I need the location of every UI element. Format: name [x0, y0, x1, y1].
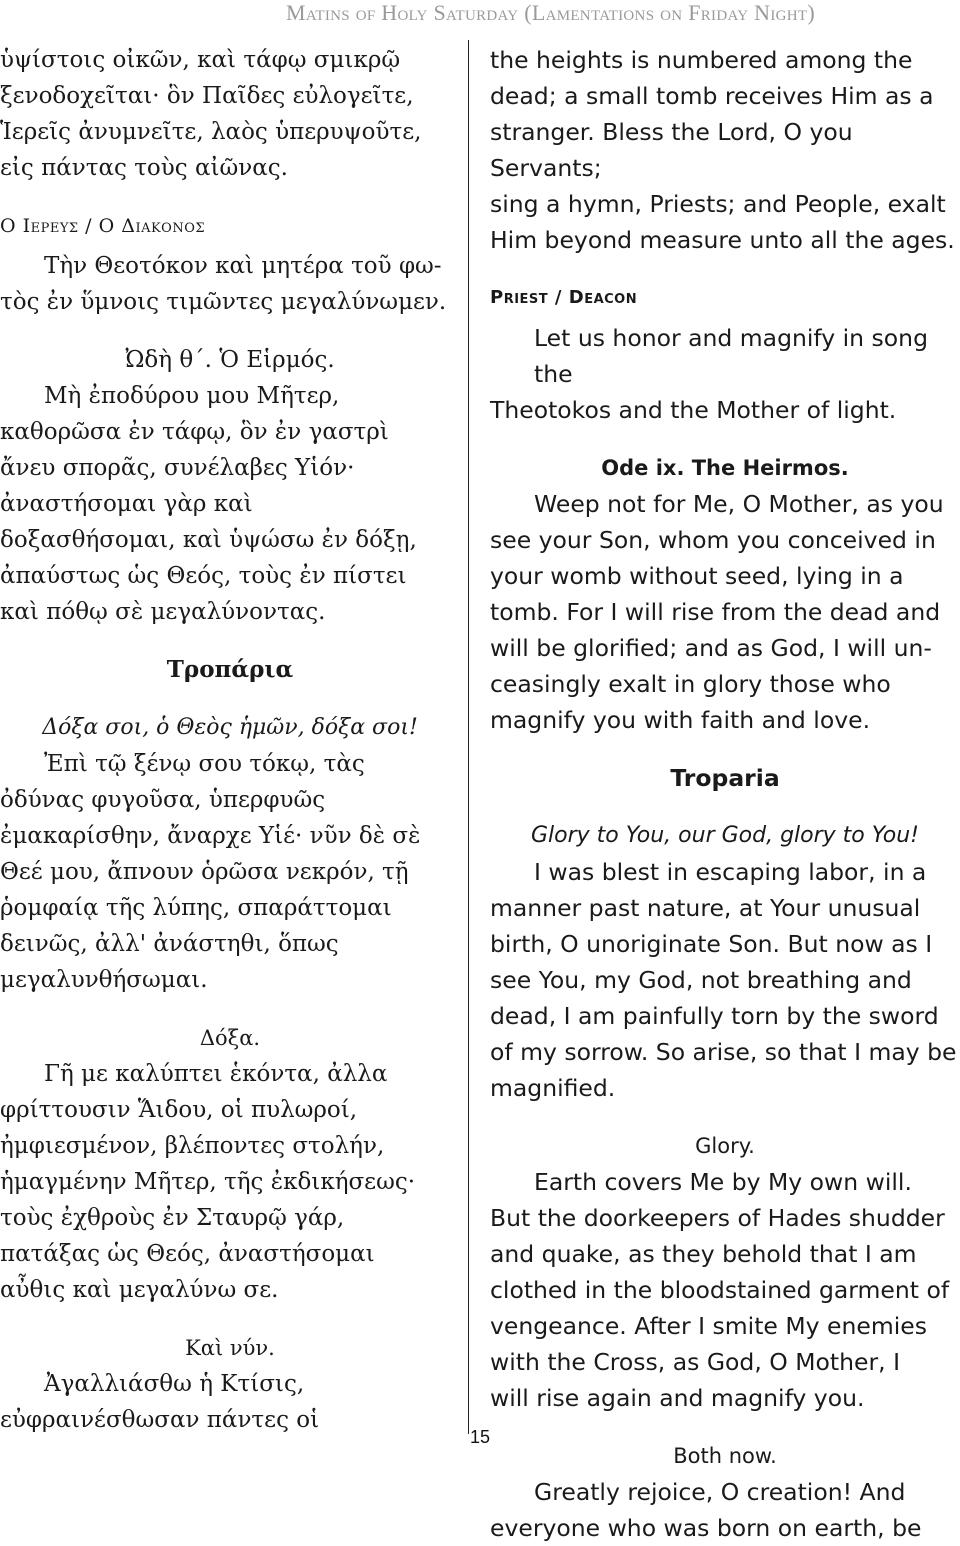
english-both-now: Both now.	[673, 1444, 777, 1468]
english-heirmos	[490, 486, 960, 738]
english-troparion-2	[490, 1164, 960, 1416]
greek-line: Τὴν Θεοτόκον καὶ μητέρα τοῦ φω-	[44, 253, 442, 279]
greek-line: εὐφραινέσθωσαν πάντες οἱ	[0, 1407, 320, 1433]
english-line: will rise again and magnify you.	[490, 1384, 865, 1412]
greek-line: καθορῶσα ἐν τάφῳ, ὃν ἐν γαστρὶ	[0, 419, 389, 445]
greek-refrain: Δόξα σοι, ὁ Θεὸς ἡμῶν, δόξα σοι!	[42, 715, 418, 740]
english-line: I was blest in escaping labor, in a	[534, 858, 927, 886]
english-troparion-1	[490, 854, 960, 1106]
english-theotokion	[490, 1474, 960, 1546]
english-line: vengeance. After I smite My enemies	[490, 1312, 927, 1340]
english-line: your womb without seed, lying in a	[490, 562, 904, 590]
greek-line: Θεέ μου, ἄπνουν ὁρῶσα νεκρόν, τῇ	[0, 859, 409, 885]
english-line: sing a hymn, Priests; and People, exalt	[490, 190, 946, 218]
english-line: ceasingly exalt in glory those who	[490, 670, 891, 698]
greek-glory: Δόξα.	[199, 1026, 261, 1050]
english-ode-heading: Ode ix. The Heirmos.	[601, 456, 849, 480]
english-line: tomb. For I will rise from the dead and	[490, 598, 941, 626]
greek-line: ἄνευ σπορᾶς, συνέλαβες Υἱόν·	[0, 455, 355, 481]
english-priest-label: Priest / Deacon	[490, 287, 638, 308]
greek-priest-label: Ο Ιερευς / Ο Διακονος	[0, 215, 206, 237]
english-line: see your Son, whom you conceived in	[490, 526, 936, 554]
greek-line: ἀπαύστως ὡς Θεός, τοὺς ἐν πίστει	[0, 563, 407, 589]
greek-line: Ἐπὶ τῷ ξένῳ σου τόκῳ, τὰς	[44, 751, 365, 777]
english-line: everyone who was born on earth, be	[490, 1514, 922, 1542]
greek-heirmos	[0, 378, 460, 630]
english-line: Let us honor and magnify in song the	[534, 324, 928, 388]
greek-line: εἰς πάντας τοὺς αἰῶνας.	[0, 155, 288, 181]
running-head: Matins of Holy Saturday (Lamentations on Friday Night)	[286, 0, 815, 25]
english-priest-block	[490, 280, 960, 428]
greek-line: ἡμαγμένην Μῆτερ, τῆς ἐκδικήσεως·	[0, 1169, 416, 1195]
english-line: the heights is numbered among the	[490, 46, 913, 74]
greek-line: πατάξας ὡς Θεός, ἀναστήσομαι	[0, 1241, 375, 1267]
greek-line: τοὺς ἐχθροὺς ἐν Σταυρῷ γάρ,	[0, 1205, 345, 1231]
english-line: Him beyond measure unto all the ages.	[490, 226, 955, 254]
greek-line: ῥομφαίᾳ τῆς λύπης, σπαράττομαι	[0, 895, 392, 921]
greek-line: τὸς ἐν ὕμνοις τιμῶντες μεγαλύνωμεν.	[0, 289, 447, 315]
page-number: 15	[469, 1427, 491, 1447]
english-line: dead; a small tomb receives Him as a	[490, 82, 934, 110]
english-line: birth, O unoriginate Son. But now as I	[490, 930, 933, 958]
greek-line: ἀναστήσομαι γὰρ καὶ	[0, 491, 253, 517]
greek-line: Ἱερεῖς ἀνυμνεῖτε, λαὸς ὑπερυψοῦτε,	[0, 119, 422, 145]
greek-line: ἠμφιεσμένον, βλέποντες στολήν,	[0, 1133, 385, 1159]
english-column	[490, 42, 960, 1546]
english-line: with the Cross, as God, O Mother, I	[490, 1348, 900, 1376]
greek-line: Μὴ ἐποδύρου μου Μῆτερ,	[44, 383, 340, 409]
english-line: stranger. Bless the Lord, O you Servants;	[490, 118, 853, 182]
english-line: see You, my God, not breathing and	[490, 966, 912, 994]
greek-troparion-1	[0, 746, 460, 998]
greek-line: ἐμακαρίσθην, ἄναρχε Υἱέ· νῦν δὲ σὲ	[0, 823, 421, 849]
column-divider	[468, 40, 469, 1434]
greek-line: αὖθις καὶ μεγαλύνω σε.	[0, 1277, 279, 1303]
english-line: dead, I am painfully torn by the sword	[490, 1002, 939, 1030]
english-line: Greatly rejoice, O creation! And	[534, 1478, 906, 1506]
greek-line: μεγαλυνθήσωμαι.	[0, 967, 208, 993]
english-line: magnify you with faith and love.	[490, 706, 871, 734]
greek-ode-heading: Ὠδὴ θ΄. Ὁ Εἱρμός.	[125, 347, 335, 373]
english-line: magnified.	[490, 1074, 616, 1102]
greek-line: ξενοδοχεῖται· ὃν Παῖδες εὐλογεῖτε,	[0, 83, 414, 109]
english-line: clothed in the bloodstained garment of	[490, 1276, 950, 1304]
greek-column	[0, 42, 460, 1438]
english-line: Theotokos and the Mother of light.	[490, 396, 897, 424]
greek-priest-block	[0, 208, 460, 320]
greek-line: Γῆ με καλύπτει ἑκόντα, ἀλλα	[44, 1061, 388, 1087]
greek-troparion-2	[0, 1056, 460, 1308]
greek-line: φρίττουσιν Ἅιδου, οἱ πυλωροί,	[0, 1097, 358, 1123]
greek-line: ὑψίστοις οἰκῶν, καὶ τάφῳ σμικρῷ	[0, 47, 401, 73]
english-line: Earth covers Me by My own will.	[534, 1168, 912, 1196]
english-line: But the doorkeepers of Hades shudder	[490, 1204, 945, 1232]
english-opening	[490, 42, 960, 258]
english-line: will be glorified; and as God, I will un-	[490, 634, 932, 662]
greek-troparia-heading: Τροπάρια	[166, 656, 294, 683]
greek-both-now: Καὶ νύν.	[185, 1336, 275, 1360]
greek-line: δοξασθήσομαι, καὶ ὑψώσω ἐν δόξῃ,	[0, 527, 417, 553]
english-troparia-heading: Troparia	[670, 764, 780, 792]
greek-line: ὀδύνας φυγοῦσα, ὑπερφυῶς	[0, 787, 326, 813]
greek-line: δεινῶς, ἀλλ' ἀνάστηθι, ὅπως	[0, 931, 339, 957]
greek-line: καὶ πόθῳ σὲ μεγαλύνοντας.	[0, 599, 326, 625]
english-line: manner past nature, at Your unusual	[490, 894, 921, 922]
english-line: Weep not for Me, O Mother, as you	[534, 490, 944, 518]
english-line: and quake, as they behold that I am	[490, 1240, 917, 1268]
greek-theotokion	[0, 1366, 460, 1438]
greek-opening	[0, 42, 460, 186]
greek-line: Ἀγαλλιάσθω ἡ Κτίσις,	[44, 1371, 305, 1397]
english-refrain: Glory to You, our God, glory to You!	[531, 823, 919, 848]
english-glory: Glory.	[695, 1134, 755, 1158]
english-line: of my sorrow. So arise, so that I may be	[490, 1038, 957, 1066]
